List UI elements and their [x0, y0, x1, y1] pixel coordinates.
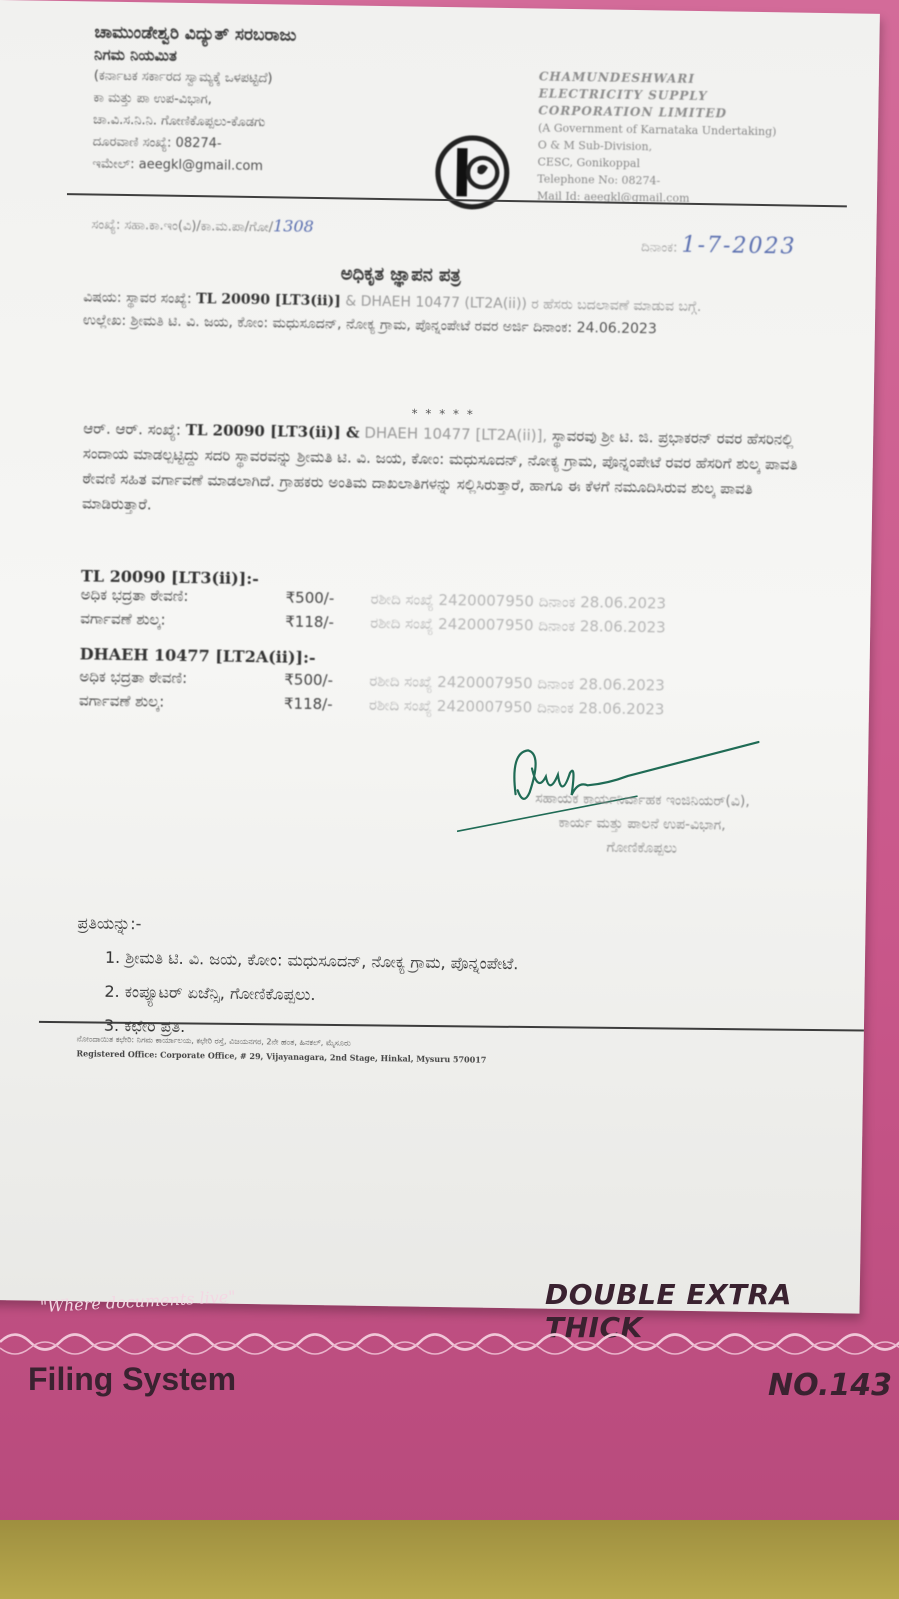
fee-label: ಅಧಿಕ ಭದ್ರತಾ ಠೇವಣಿ: — [79, 667, 188, 688]
fee-row — [79, 667, 665, 694]
date-handwritten: 1-7-2023 — [681, 232, 797, 260]
copy-item: 2. ಕಂಪ್ಯೂಟರ್ ಏಜೆನ್ಸಿ, ಗೋಣಿಕೊಪ್ಪಲು. — [104, 981, 316, 1005]
page-title: ಅಧಿಕೃತ ಜ್ಞಾಪನ ಪತ್ರ — [340, 263, 461, 287]
fee-heading: TL 20090 [LT3(ii)]:- — [80, 566, 260, 589]
fee-amount: ₹118/- — [285, 612, 335, 632]
fee-amount: ₹118/- — [283, 694, 333, 714]
footer-kn: ನೋಂದಾಯಿತ ಕಛೇರಿ: ನಿಗಮ ಕಾರ್ಯಾಲಯ, ಕಛೇರಿ ರಸ್ತೆ, ವಿಜಯನಗರ, 2ನೇ ಹಂತ, ಹಿನಕಲ್, ಮೈಸೂರು — [76, 1034, 351, 1048]
copies-to — [76, 906, 520, 1049]
signatory-office: ಕಾರ್ಯ ಮತ್ತು ಪಾಲನೆ ಉಪ-ವಿಭಾಗ, — [558, 814, 726, 834]
signatory-place: ಗೋಣಿಕೊಪ್ಪಲು — [606, 839, 678, 857]
kn-address-line: (ಕರ್ನಾಟಕ ಸರ್ಕಾರದ ಸ್ವಾಮ್ಯಕ್ಕೆ ಒಳಪಟ್ಟಿದೆ) — [93, 68, 273, 87]
kn-address-line: ಚಾ.ವಿ.ಸ.ನಿ.ನಿ. ಗೋಣಿಕೊಪ್ಪಲು-ಕೊಡಗು — [93, 112, 266, 131]
fee-receipt: ರಶೀದಿ ಸಂಖ್ಯೆ 2420007950 ದಿನಾಂಕ 28.06.2023 — [368, 695, 665, 719]
signatory-block — [432, 785, 853, 864]
org-name-kn-1: ಚಾಮುಂಡೇಶ್ವರಿ ವಿದ್ಯುತ್ ಸರಬರಾಜು — [94, 22, 297, 46]
body-paragraph — [82, 416, 803, 527]
fee-receipt: ರಶೀದಿ ಸಂಖ್ಯೆ 2420007950 ದಿನಾಂಕ 28.06.2023 — [370, 589, 667, 613]
footer-en: Registered Office: Corporate Office, # 29, Vijayanagara, 2nd Stage, Hinkal, Mysuru 570017 — [76, 1048, 487, 1065]
org-name-en-1: CHAMUNDESHWARI — [538, 69, 696, 86]
letterhead-english — [537, 68, 839, 209]
cesc-logo-icon — [429, 129, 516, 216]
fee-heading: DHAEH 10477 [LT2A(ii)]:- — [79, 644, 316, 668]
subject-label: ವಿಷಯ: — [83, 289, 122, 306]
reference-text: ಶ್ರೀಮತಿ ಟಿ. ವಿ. ಜಯ, ಕೋಂ: ಮಧುಸೂದನ್, ನೋಕ್ಯ ಗ್ರಾಮ, ಪೊನ್ನಂಪೇಟೆ ರವರ ಅರ್ಜಿ ದಿನಾಂಕ: 24.06.2023 — [130, 313, 657, 338]
subject-prefix: ಸ್ಥಾವರ ಸಂಖ್ಯೆ: — [125, 290, 192, 308]
body-text: ಸ್ಥಾವರವು ಶ್ರೀ ಟಿ. ಜಿ. ಪ್ರಭಾಕರನ್ ರವರ ಹೆಸರಿನಲ್ಲಿ ಸಂದಾಯ ಮಾಡಲ್ಪಟ್ಟಿದ್ದು ಸದರಿ ಸ್ಥಾವರವನ್ನು ಶ್ರೀಮತಿ ಟಿ. ವಿ. ಜಯ, ಕೋಂ: ಮಧುಸೂದನ್, ನೋಕ್ಯ ಗ್ರಾಮ, ಪೊನ್ನಂಪೇಟೆ ರವರ ಹೆಸರಿಗೆ ಶುಲ್ಕ ಪಾವತಿ ಠೇವಣಿ ಸಹಿತ ವರ್ಗಾವಣೆ ಮಾಡಲಾಗಿದೆ. ಗ್ರಾಹಕರು ಅಂತಿಮ ದಾಖಲಾತಿಗಳನ್ನು ಸಲ್ಲಿಸಿರುತ್ತಾರೆ, ಹಾಗೂ ಈ ಕೆಳಗೆ ನಮೂದಿಸಿರುವ ಶುಲ್ಕ ಪಾವತಿ ಮಾಡಿರುತ್ತಾರೆ. — [81, 426, 798, 514]
folder-number: NO.143 — [768, 1368, 892, 1403]
body-rr-label: ಆರ್. ಆರ್. ಸಂಖ್ಯೆ: — [83, 419, 182, 439]
letter-date — [641, 232, 797, 259]
fee-section-2 — [79, 644, 665, 718]
kn-address-line: ಇಮೇಲ್: aeegkl@gmail.com — [92, 156, 264, 175]
en-address-line: Telephone No: 08274- — [537, 172, 661, 188]
en-address-line: Mail Id: aeegkl@gmail.com — [536, 189, 690, 205]
en-address-line: CESC, Gonikoppal — [537, 155, 641, 171]
separator-stars: * * * * * — [411, 406, 475, 422]
decorative-wave-border — [0, 1322, 899, 1362]
copy-item: 3. ಕಛೇರಿ ಪ್ರತಿ. — [103, 1015, 186, 1037]
ref-label: ಸಂಖ್ಯೆ: ಸಹಾ.ಕಾ.ಇಂ(ವಿ)/ಕಾ.ಮ.ಪಾ/ಗೋ/ — [91, 217, 274, 236]
folder-brand: DOUBLE EXTRA THICK — [545, 1278, 792, 1344]
folder-name: Filing System — [28, 1361, 237, 1397]
fee-row — [79, 691, 665, 718]
body-service-no: TL 20090 [LT3(ii)] & — [185, 420, 360, 442]
reference-label: ಉಲ್ಲೇಖ: — [82, 312, 127, 330]
fee-label: ವರ್ಗಾವಣೆ ಶುಲ್ಕ: — [80, 609, 166, 629]
en-address-line: O & M Sub-Division, — [537, 138, 653, 154]
fee-receipt: ರಶೀದಿ ಸಂಖ್ಯೆ 2420007950 ದಿನಾಂಕ 28.06.2023 — [370, 613, 666, 637]
fee-row — [80, 609, 666, 636]
date-label: ದಿನಾಂಕ: — [641, 240, 678, 256]
subject-block — [83, 286, 804, 343]
reference-number — [91, 213, 314, 235]
org-name-kn-2: ನಿಗಮ ನಿಯಮಿತ — [94, 45, 177, 65]
subject-service-no: TL 20090 [LT3(ii)] — [196, 291, 341, 310]
folder-edge — [0, 1520, 899, 1599]
registered-office — [76, 1031, 856, 1073]
kn-address-line: ಕಾ ಮತ್ತು ಪಾ ಉಪ-ವಿಭಾಗ, — [93, 90, 212, 108]
copy-item: 1. ಶ್ರೀಮತಿ ಟಿ. ವಿ. ಜಯ, ಕೋಂ: ಮಧುಸೂದನ್, ನೋಕ್ಯ ಗ್ರಾಮ, ಪೊನ್ನಂಪೇಟೆ. — [104, 947, 519, 974]
org-name-en-3: CORPORATION LIMITED — [538, 103, 728, 121]
fee-amount: ₹500/- — [285, 588, 335, 608]
fee-receipt: ರಶೀದಿ ಸಂಖ್ಯೆ 2420007950 ದಿನಾಂಕ 28.06.2023 — [369, 671, 665, 695]
kn-address-line: ದೂರವಾಣಿ ಸಂಖ್ಯೆ: 08274- — [92, 134, 222, 152]
en-address-line: (A Government of Karnataka Undertaking) — [537, 121, 777, 139]
ref-handwritten-number: 1308 — [272, 216, 314, 236]
letterhead-kannada — [92, 21, 424, 180]
body-service-no-2: DHAEH 10477 [LT2A(ii)], — [364, 423, 548, 445]
org-name-en-2: ELECTRICITY SUPPLY — [538, 86, 708, 104]
fee-label: ವರ್ಗಾವಣೆ ಶುಲ್ಕ: — [78, 691, 165, 711]
fee-section-1 — [80, 566, 666, 636]
copies-label: ಪ್ರತಿಯನ್ನು:- — [77, 913, 142, 934]
signatory-title: ಸಹಾಯಕ ಕಾರ್ಯನಿರ್ವಾಹಕ ಇಂಜಿನಿಯರ್(ವಿ), — [535, 790, 750, 810]
subject-rest: & DHAEH 10477 (LT2A(ii)) ರ ಹೆಸರು ಬದಲಾವಣೆ ಮಾಡುವ ಬಗ್ಗೆ. — [345, 293, 702, 316]
fee-label: ಅಧಿಕ ಭದ್ರತಾ ಠೇವಣಿ: — [80, 585, 189, 606]
fee-amount: ₹500/- — [284, 670, 334, 690]
folder-tagline: "Where documents live" — [39, 1286, 237, 1317]
